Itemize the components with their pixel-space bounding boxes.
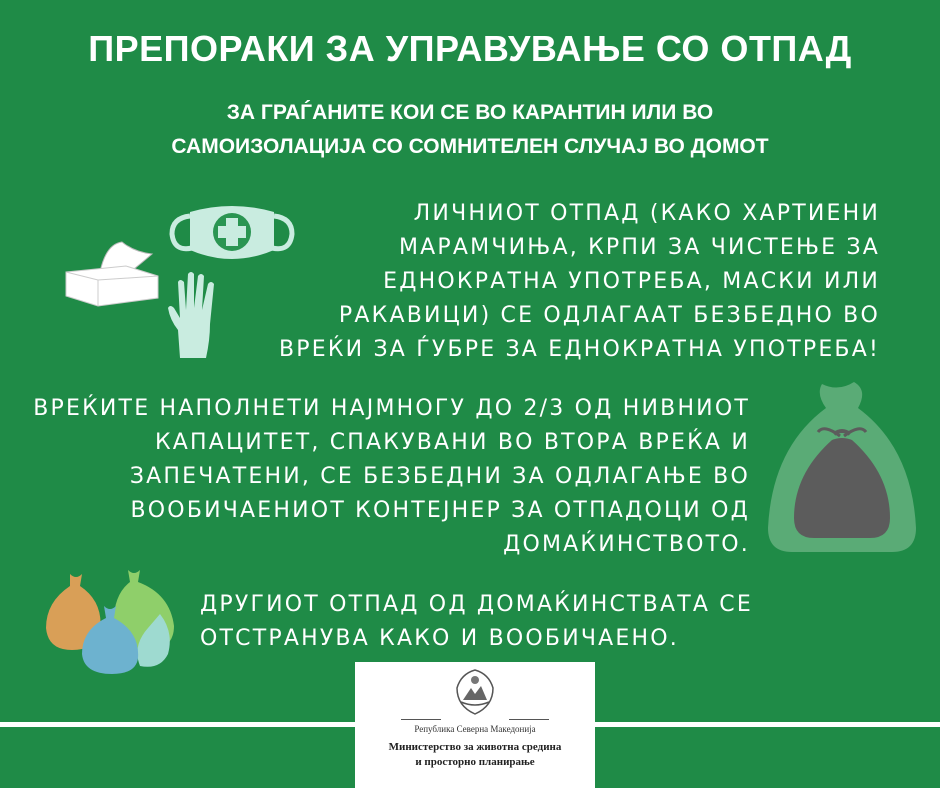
paragraph-line: ЗАПЕЧАТЕНИ, СЕ БЕЗБЕДНИ ЗА ОДЛАГАЊЕ ВО: [129, 464, 750, 489]
subtitle-line: САМОИЗОЛАЦИЈА СО СОМНИТЕЛЕН СЛУЧАЈ ВО ДОМОТ: [171, 135, 769, 158]
garbage-bag-icon: [762, 378, 922, 556]
ministry-line: Министерство за животна средина: [388, 741, 562, 753]
subtitle: [0, 96, 940, 164]
republic-name: Република Северна Македонија: [414, 724, 536, 734]
ministry-logo: [355, 662, 595, 788]
paragraph-line: ВРЕЌИ ЗА ЃУБРЕ ЗА ЕДНОКРАТНА УПОТРЕБА!: [278, 337, 880, 362]
colored-bags-icon: [40, 566, 180, 676]
glove-icon: [166, 268, 226, 362]
footer-divider-left: [0, 722, 356, 727]
logo-rule-right: [509, 719, 549, 720]
ministry-line: и просторно планирање: [415, 756, 535, 768]
paragraph-line: ВРЕЌИТЕ НАПОЛНЕТИ НАЈМНОГУ ДО 2/3 ОД НИВНИОТ: [33, 396, 750, 421]
paragraph-other-waste: [200, 588, 800, 656]
paragraph-line: РАКАВИЦИ) СЕ ОДЛАГААТ БЕЗБЕДНО ВО: [338, 303, 880, 328]
subtitle-line: ЗА ГРАЃАНИТЕ КОИ СЕ ВО КАРАНТИН ИЛИ ВО: [226, 101, 714, 124]
paragraph-line: ДОМАЌИНСТВОТО.: [503, 532, 750, 557]
page-title: ПРЕПОРАКИ ЗА УПРАВУВАЊЕ СО ОТПАД: [88, 28, 852, 69]
paragraph-line: МАРАМЧИЊА, КРПИ ЗА ЧИСТЕЊЕ ЗА: [399, 235, 880, 260]
paragraph-line: ВООБИЧАЕНИОТ КОНТЕЈНЕР ЗА ОТПАДОЦИ ОД: [130, 498, 750, 523]
paragraph-line: КАПАЦИТЕТ, СПАКУВАНИ ВО ВТОРА ВРЕЌА И: [154, 430, 750, 455]
paragraph-personal-waste: [230, 197, 880, 367]
paragraph-line: ДРУГИОТ ОТПАД ОД ДОМАЌИНСТВАТА СЕ: [200, 592, 753, 617]
paragraph-line: ЕДНОКРАТНА УПОТРЕБА, МАСКИ ИЛИ: [383, 269, 880, 294]
paragraph-bag-handling: [20, 392, 750, 562]
paragraph-line: ОТСТРАНУВА КАКО И ВООБИЧАЕНО.: [200, 626, 679, 651]
logo-rule-left: [401, 719, 441, 720]
tissue-box-icon: [62, 238, 162, 308]
coat-of-arms-icon: [453, 668, 497, 716]
footer-divider-right: [594, 722, 940, 727]
paragraph-line: ЛИЧНИОТ ОТПАД (КАКО ХАРТИЕНИ: [413, 201, 880, 226]
ministry-name: [355, 740, 595, 770]
